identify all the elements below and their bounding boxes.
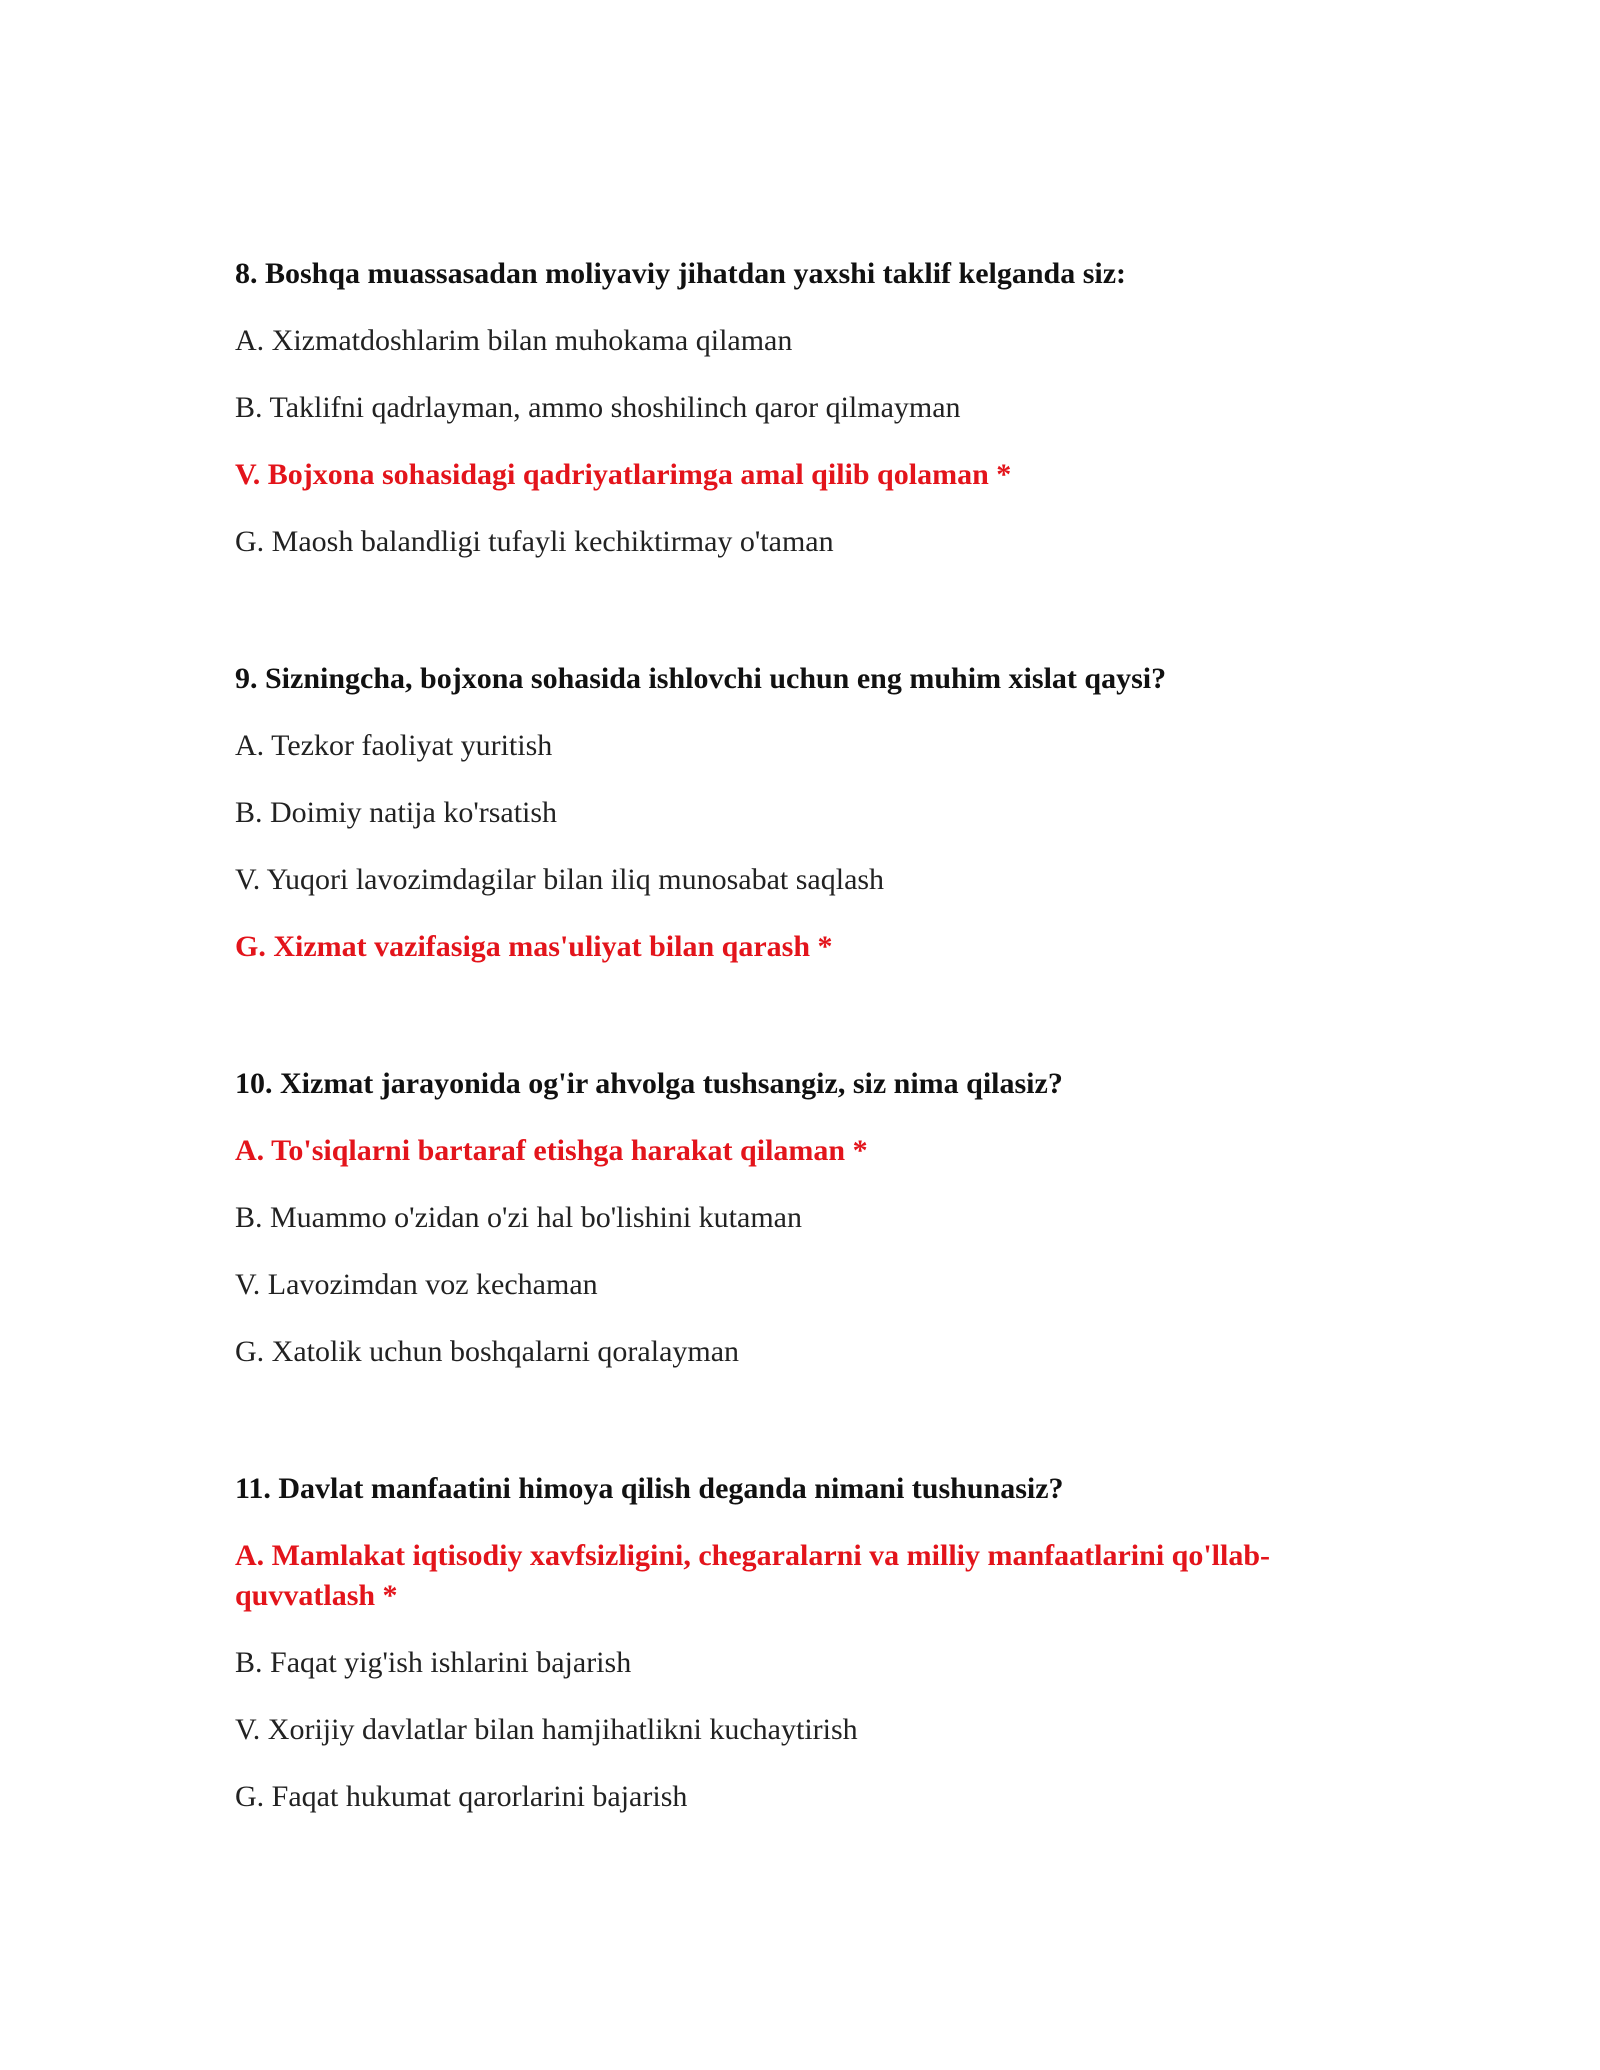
question-block-8 <box>235 254 1365 562</box>
question-11-text: 11. Davlat manfaatini himoya qilish deganda nimani tushunasiz? <box>235 1472 1064 1505</box>
question-9-option-g-correct: G. Xizmat vazifasiga mas'uliyat bilan qarash * <box>235 930 833 963</box>
question-11-option-b: B. Faqat yig'ish ishlarini bajarish <box>235 1646 632 1679</box>
question-9-option-a: A. Tezkor faoliyat yuritish <box>235 729 553 762</box>
question-10-option-g: G. Xatolik uchun boshqalarni qoralayman <box>235 1335 740 1368</box>
question-block-10 <box>235 1064 1365 1372</box>
question-11-option-a-correct: A. Mamlakat iqtisodiy xavfsizligini, chegaralarni va milliy manfaatlarini qo'llab-quvvatlash * <box>235 1539 1271 1612</box>
question-10-option-a-correct: A. To'siqlarni bartaraf etishga harakat qilaman * <box>235 1134 868 1167</box>
question-8-option-v-correct: V. Bojxona sohasidagi qadriyatlarimga amal qilib qolaman * <box>235 458 1012 491</box>
question-10-option-b: B. Muammo o'zidan o'zi hal bo'lishini kutaman <box>235 1201 802 1234</box>
question-8-option-a: A. Xizmatdoshlarim bilan muhokama qilaman <box>235 324 793 357</box>
question-block-9 <box>235 659 1365 967</box>
question-8-option-b: B. Taklifni qadrlayman, ammo shoshilinch qaror qilmayman <box>235 391 961 424</box>
question-8-option-g: G. Maosh balandligi tufayli kechiktirmay o'taman <box>235 525 834 558</box>
question-9-text: 9. Sizningcha, bojxona sohasida ishlovchi uchun eng muhim xislat qaysi? <box>235 662 1167 695</box>
question-block-11 <box>235 1469 1365 1817</box>
question-10-option-v: V. Lavozimdan voz kechaman <box>235 1268 598 1301</box>
question-11-option-v: V. Xorijiy davlatlar bilan hamjihatlikni kuchaytirish <box>235 1713 858 1746</box>
question-11-option-g: G. Faqat hukumat qarorlarini bajarish <box>235 1780 688 1813</box>
question-8-text: 8. Boshqa muassasadan moliyaviy jihatdan yaxshi taklif kelganda siz: <box>235 257 1127 290</box>
question-9-option-v: V. Yuqori lavozimdagilar bilan iliq munosabat saqlash <box>235 863 885 896</box>
question-9-option-b: B. Doimiy natija ko'rsatish <box>235 796 558 829</box>
question-10-text: 10. Xizmat jarayonida og'ir ahvolga tushsangiz, siz nima qilasiz? <box>235 1067 1063 1100</box>
